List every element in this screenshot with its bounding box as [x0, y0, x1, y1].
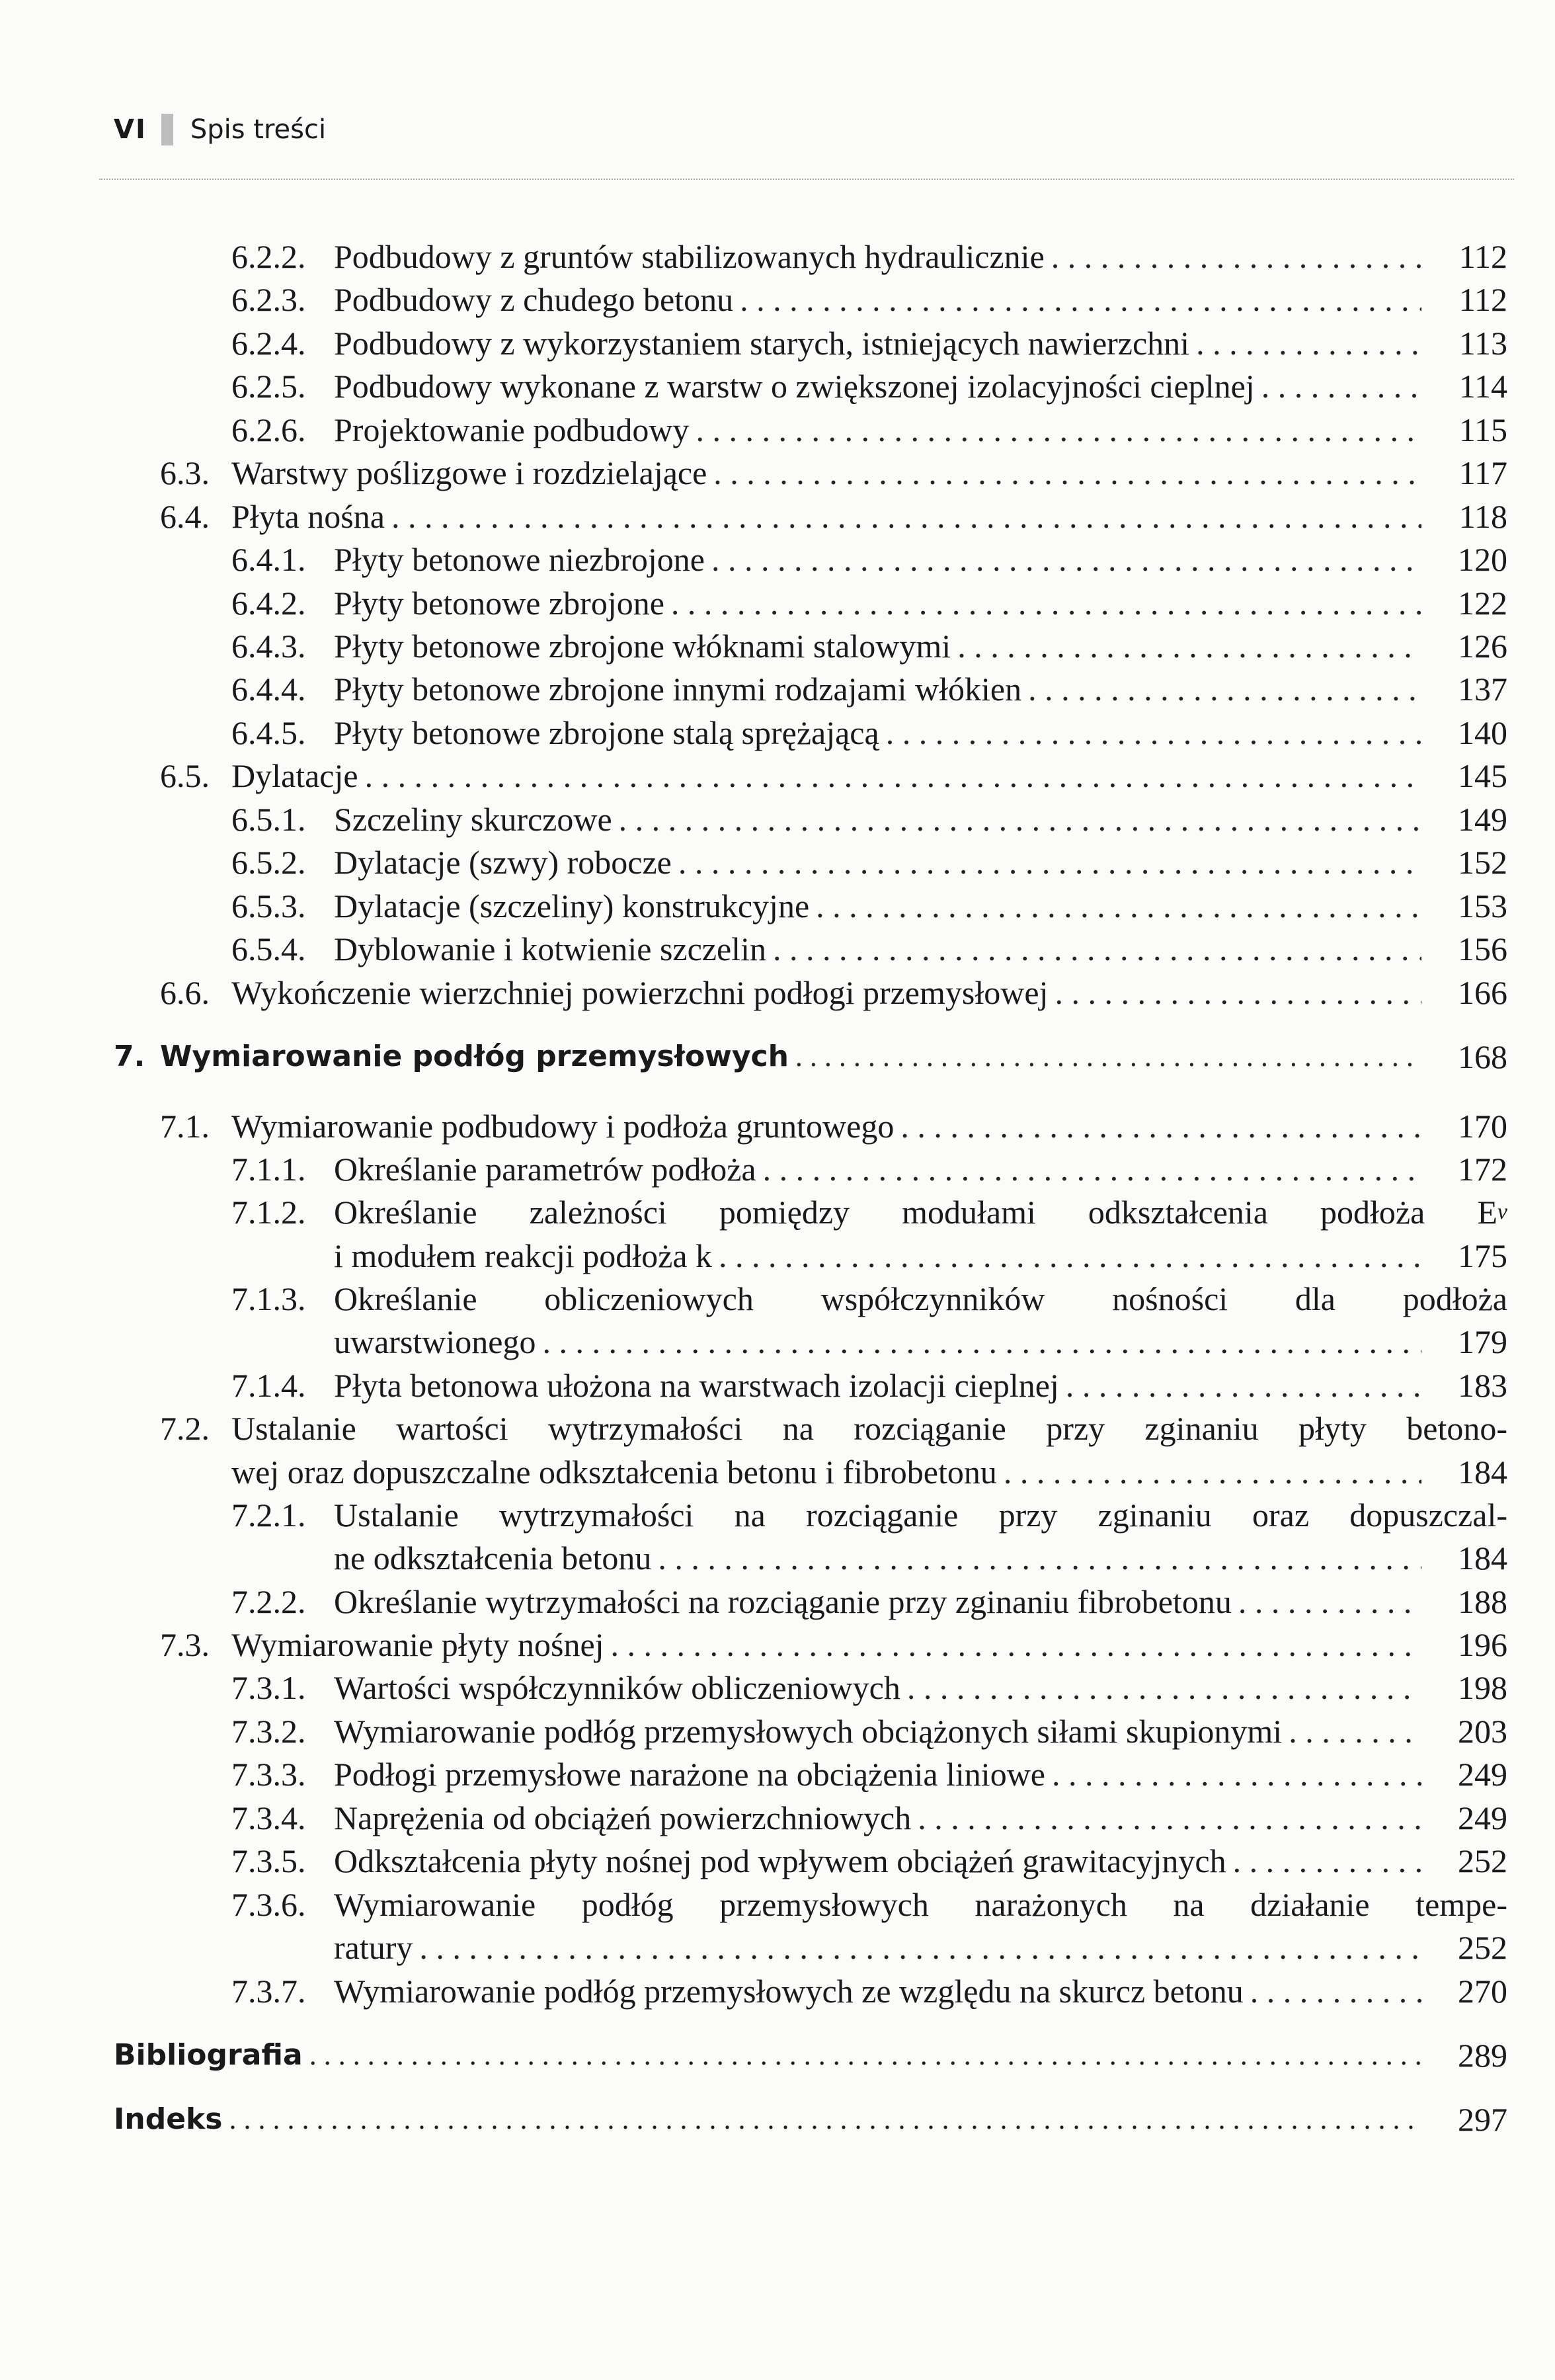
dot-leader	[712, 1234, 1421, 1278]
toc-entry[interactable]	[0, 667, 1555, 711]
toc-entry-title: Projektowanie podbudowy	[334, 411, 690, 448]
toc-entry-number: 7.3.7.	[231, 1973, 306, 2010]
toc-entry-page: 196	[1458, 1626, 1507, 1663]
toc-entry-title: Naprężenia od obciążeń powierzchniowych	[334, 1799, 912, 1836]
toc-entry-title-line	[334, 538, 1421, 581]
toc-entry-page: 184	[1458, 1454, 1507, 1491]
toc-entry-number: 6.2.3.	[231, 281, 306, 318]
toc-entry-number: 6.6.	[160, 974, 210, 1011]
toc-entry[interactable]	[0, 1796, 1555, 1840]
toc-entry-number: 6.2.4.	[231, 325, 306, 362]
toc-entry-title: Określanie zależności pomiędzy modułami odkształcenia podłoża E	[334, 1194, 1497, 1231]
toc-entry-number: 7.2.2.	[231, 1583, 306, 1620]
toc-entry[interactable]	[0, 841, 1555, 884]
toc-entry[interactable]	[0, 364, 1555, 408]
toc-entry-number: 6.5.3.	[231, 887, 306, 924]
dot-leader	[879, 711, 1421, 755]
toc-entry-title: Wymiarowanie podłóg przemysłowych obciążonych siłami skupionymi	[334, 1713, 1283, 1750]
toc-entry-title-line	[334, 408, 1421, 452]
toc-entry-page: 203	[1458, 1713, 1507, 1750]
toc-entry-title: Dyblowanie i kotwienie szczelin	[334, 930, 766, 967]
toc-entry-page: 297	[1458, 2101, 1507, 2138]
toc-entry-page: 188	[1458, 1583, 1507, 1620]
toc-entry-title: Dylatacje	[231, 757, 358, 794]
toc-entry-page: 117	[1458, 454, 1507, 491]
dot-leader	[1189, 321, 1421, 365]
header-rule	[99, 179, 1514, 180]
toc-entry-title-line	[334, 1536, 1421, 1580]
toc-entry-page: 145	[1458, 757, 1507, 794]
dot-leader	[1244, 1969, 1421, 2013]
running-header	[114, 114, 326, 145]
toc-entry[interactable]	[0, 1407, 1555, 1450]
toc-entry-title: Podbudowy wykonane z warstw o zwiększonej izolacyjności cieplnej	[334, 368, 1255, 405]
toc-entry-title-line	[114, 2033, 1421, 2077]
toc-entry-page: 166	[1458, 974, 1507, 1011]
toc-entry-number: 7.3.1.	[231, 1669, 306, 1706]
toc-entry-title-line	[334, 364, 1421, 408]
toc-entry-title-line	[334, 884, 1421, 928]
toc-entry-title-line	[334, 1493, 1507, 1537]
dot-leader	[672, 841, 1421, 884]
toc-entry-number: 7.3.6.	[231, 1886, 306, 1923]
toc-entry-title-line	[334, 841, 1421, 884]
toc-entry-title: Wymiarowanie płyty nośnej	[231, 1626, 604, 1663]
toc-entry-title: Szczeliny skurczowe	[334, 801, 612, 838]
toc-entry-number: 7.3.3.	[231, 1756, 306, 1793]
toc-entry-number: 6.2.6.	[231, 411, 306, 448]
toc-entry[interactable]	[0, 1839, 1555, 1883]
dot-leader	[612, 798, 1421, 841]
toc-entry-number: 7.1.	[160, 1108, 210, 1145]
toc-entry-number: 6.2.2.	[231, 238, 306, 275]
toc-entry-title: Ustalanie wartości wytrzymałości na rozciąganie przy zginaniu płyty betono-	[231, 1410, 1507, 1447]
toc-entry[interactable]	[0, 754, 1555, 798]
dot-leader	[1282, 1709, 1421, 1753]
toc-entry-title-line	[231, 971, 1421, 1014]
dot-leader	[900, 1666, 1421, 1709]
dot-leader	[413, 1926, 1421, 1969]
toc-entry-title-line	[334, 1839, 1421, 1883]
toc-entry-title-line	[334, 1147, 1421, 1191]
toc-entry[interactable]	[0, 1493, 1555, 1537]
dot-leader	[1059, 1364, 1421, 1407]
toc-entry-title-line	[334, 581, 1421, 625]
toc-entry-title: Podbudowy z chudego betonu	[334, 281, 734, 318]
toc-entry-page: 156	[1458, 930, 1507, 967]
toc-entry-title-continuation: ratury	[334, 1929, 413, 1966]
toc-entry-number: 7.3.2.	[231, 1713, 306, 1750]
toc-entry[interactable]	[0, 884, 1555, 928]
toc-entry-page: 152	[1458, 844, 1507, 881]
toc-entry-continuation[interactable]	[0, 1450, 1555, 1494]
toc-entry-title-line	[114, 2098, 1421, 2141]
toc-entry-title-continuation: ne odkształcenia betonu	[334, 1539, 652, 1577]
toc-entry-page: 175	[1458, 1237, 1507, 1274]
toc-entry-number: 6.5.	[160, 757, 210, 794]
toc-entry-title-continuation: i modułem reakcji podłoża k	[334, 1237, 713, 1274]
toc-entry-number: 6.3.	[160, 454, 210, 491]
toc-entry-title-line	[231, 495, 1421, 538]
toc-entry-title-line	[231, 754, 1421, 798]
toc-entry-title: Wartości współczynników obliczeniowych	[334, 1669, 900, 1706]
toc-entry-title-line	[334, 235, 1421, 278]
dot-leader	[358, 754, 1421, 798]
toc-entry-title-line	[334, 1190, 1507, 1234]
toc-entry-number: 7.1.1.	[231, 1151, 306, 1188]
toc-entry-title: Podłogi przemysłowe narażone na obciążenia liniowe	[334, 1756, 1046, 1793]
toc-entry-title: Podbudowy z wykorzystaniem starych, istniejących nawierzchni	[334, 325, 1190, 362]
toc-entry-title-continuation: wej oraz dopuszczalne odkształcenia betonu i fibrobetonu	[231, 1454, 997, 1491]
dot-leader	[997, 1450, 1421, 1494]
toc-entry-title-line	[334, 278, 1421, 321]
toc-entry-title-line	[231, 1407, 1507, 1450]
toc-entry-number: 6.4.1.	[231, 541, 306, 578]
toc-entry-title: Ustalanie wytrzymałości na rozciąganie przy zginaniu oraz dopuszczal-	[334, 1497, 1507, 1534]
toc-entry-title-line	[160, 1035, 1421, 1079]
toc-entry-title-line	[231, 1104, 1421, 1148]
toc-entry[interactable]	[0, 1752, 1555, 1796]
dot-leader	[1045, 1752, 1421, 1796]
toc-entry-title-line	[334, 1234, 1421, 1278]
toc-entry-title: Płyty betonowe zbrojone innymi rodzajami włókien	[334, 671, 1022, 708]
toc-entry[interactable]	[0, 1035, 1555, 1079]
header-title: Spis treści	[190, 114, 327, 145]
toc-entry-page: 198	[1458, 1669, 1507, 1706]
toc-entry-title-line	[334, 1580, 1421, 1623]
toc-entry-page: 270	[1458, 1973, 1507, 2010]
dot-leader	[789, 1035, 1421, 1079]
toc-entry-continuation[interactable]	[0, 1234, 1555, 1278]
toc-entry-title: Dylatacje (szwy) robocze	[334, 844, 672, 881]
toc-entry-page: 120	[1458, 541, 1507, 578]
toc-entry[interactable]	[0, 1623, 1555, 1666]
toc-entry[interactable]	[0, 927, 1555, 971]
toc-entry-number: 7.	[114, 1040, 145, 1073]
toc-entry-number: 7.3.4.	[231, 1799, 306, 1836]
toc-entry[interactable]	[0, 538, 1555, 581]
toc-entry[interactable]	[0, 1709, 1555, 1753]
toc-entry-number: 6.2.5.	[231, 368, 306, 405]
toc-entry-page: 184	[1458, 1539, 1507, 1577]
dot-leader	[756, 1147, 1421, 1191]
toc-entry-title-line	[334, 798, 1421, 841]
toc-entry-title-line	[334, 667, 1421, 711]
toc-entry-page: 115	[1458, 411, 1507, 448]
toc-entry-title-line	[334, 1709, 1421, 1753]
toc-entry-title-line	[334, 1666, 1421, 1709]
dot-leader	[809, 884, 1421, 928]
toc-entry[interactable]	[0, 624, 1555, 668]
toc-entry-title-line	[334, 927, 1421, 971]
toc-entry[interactable]	[0, 1104, 1555, 1148]
toc-entry-title-line	[334, 1752, 1421, 1796]
toc-entry-title-line	[231, 1450, 1421, 1494]
toc-entry[interactable]	[0, 408, 1555, 452]
toc-entry-page: 249	[1458, 1799, 1507, 1836]
toc-entry-page: 126	[1458, 628, 1507, 665]
toc-entry-continuation[interactable]	[0, 1536, 1555, 1580]
toc-entry[interactable]	[0, 1190, 1555, 1234]
toc-entry-title: Określanie obliczeniowych współczynników nośności dla podłoża	[334, 1280, 1507, 1317]
toc-entry-page: 112	[1458, 238, 1507, 275]
toc-entry-page: 122	[1458, 585, 1507, 622]
toc-entry-title: Płyty betonowe zbrojone stalą sprężającą	[334, 714, 879, 751]
toc-entry-page: 252	[1458, 1929, 1507, 1966]
dot-leader	[707, 451, 1421, 495]
header-separator	[161, 114, 173, 145]
toc-entry-page: 252	[1458, 1842, 1507, 1879]
toc-entry-number: 7.1.3.	[231, 1280, 306, 1317]
toc-entry[interactable]	[0, 321, 1555, 365]
toc-entry-title-line	[334, 1277, 1507, 1321]
toc-entry-title: Określanie parametrów podłoża	[334, 1151, 756, 1188]
dot-leader	[689, 408, 1421, 452]
toc-entry[interactable]	[0, 451, 1555, 495]
toc-entry-title: Warstwy poślizgowe i rozdzielające	[231, 454, 707, 491]
toc-entry-title: Wykończenie wierzchniej powierzchni podłogi przemysłowej	[231, 974, 1049, 1011]
toc-entry[interactable]	[0, 495, 1555, 538]
dot-leader	[303, 2033, 1421, 2077]
toc-entry-number: 7.2.1.	[231, 1497, 306, 1534]
toc-entry-title-line	[334, 711, 1421, 755]
toc-entry-number: 7.1.4.	[231, 1367, 306, 1404]
toc-entry-title: Dylatacje (szczeliny) konstrukcyjne	[334, 887, 810, 924]
toc-entry-page: 153	[1458, 887, 1507, 924]
toc-entry[interactable]	[0, 278, 1555, 321]
toc-entry-page: 112	[1458, 281, 1507, 318]
toc-entry-title: Wymiarowanie podłóg przemysłowych narażonych na działanie tempe-	[334, 1886, 1507, 1923]
dot-leader	[1048, 971, 1421, 1014]
dot-leader	[1226, 1839, 1421, 1883]
toc-entry[interactable]	[0, 798, 1555, 841]
dot-leader	[222, 2098, 1421, 2141]
toc-entry-number: 6.4.3.	[231, 628, 306, 665]
toc-entry-title: Płyty betonowe zbrojone	[334, 585, 664, 622]
dot-leader	[705, 538, 1421, 581]
toc-entry-title-continuation: uwarstwionego	[334, 1323, 536, 1360]
toc-entry[interactable]	[0, 1580, 1555, 1623]
dot-leader	[536, 1320, 1422, 1364]
toc-entry-title: Podbudowy z gruntów stabilizowanych hydraulicznie	[334, 238, 1045, 275]
toc-entry-title-line	[334, 624, 1421, 668]
toc-entry-title-line	[334, 1883, 1507, 1926]
dot-leader	[951, 624, 1421, 668]
toc-entry-title-subscript: v	[1497, 1200, 1507, 1224]
toc-entry-number: 6.4.5.	[231, 714, 306, 751]
toc-entry-title-line	[334, 321, 1421, 365]
toc-entry-number: 7.1.2.	[231, 1194, 306, 1231]
toc-entry-number: 6.4.4.	[231, 671, 306, 708]
toc-entry[interactable]	[0, 1666, 1555, 1709]
toc-entry-page: 170	[1458, 1108, 1507, 1145]
toc-entry[interactable]	[0, 2033, 1555, 2077]
toc-entry[interactable]	[0, 1364, 1555, 1407]
dot-leader	[766, 927, 1421, 971]
dot-leader	[1232, 1580, 1421, 1623]
dot-leader	[733, 278, 1421, 321]
toc-entry[interactable]	[0, 1147, 1555, 1191]
toc-entry-page: 118	[1458, 498, 1507, 535]
toc-entry-number: 6.5.1.	[231, 801, 306, 838]
toc-entry-title-line	[334, 1969, 1421, 2013]
toc-entry-page: 113	[1458, 325, 1507, 362]
page-number: VI	[114, 114, 147, 145]
toc-entry[interactable]	[0, 1277, 1555, 1321]
toc-entry-title-line	[334, 1796, 1421, 1840]
toc-entry-page: 168	[1458, 1038, 1507, 1075]
toc-entry-title: Wymiarowanie podłóg przemysłowych	[160, 1040, 789, 1073]
toc-entry-number: 6.5.4.	[231, 930, 306, 967]
toc-entry[interactable]	[0, 1883, 1555, 1926]
toc-entry[interactable]	[0, 711, 1555, 755]
toc-entry-title: Indeks	[114, 2102, 223, 2136]
dot-leader	[1021, 667, 1421, 711]
toc-entry-page: 114	[1458, 368, 1507, 405]
toc-entry-page: 172	[1458, 1151, 1507, 1188]
dot-leader	[651, 1536, 1421, 1580]
toc-entry-continuation[interactable]	[0, 1926, 1555, 1969]
toc-entry-page: 183	[1458, 1367, 1507, 1404]
dot-leader	[604, 1623, 1421, 1666]
toc-entry-number: 6.5.2.	[231, 844, 306, 881]
toc-entry-title: Płyta betonowa ułożona na warstwach izolacji cieplnej	[334, 1367, 1059, 1404]
toc-entry-title-line	[334, 1364, 1421, 1407]
toc-entry-page: 179	[1458, 1323, 1507, 1360]
toc-entry[interactable]	[0, 235, 1555, 278]
toc-entry-title-line	[334, 1320, 1421, 1364]
toc-entry-number: 7.3.5.	[231, 1842, 306, 1879]
toc-entry-number: 7.3.	[160, 1626, 210, 1663]
dot-leader	[664, 581, 1421, 625]
toc-entry-title: Płyty betonowe zbrojone włóknami stalowymi	[334, 628, 951, 665]
dot-leader	[385, 495, 1421, 538]
toc-entry[interactable]	[0, 971, 1555, 1014]
toc-entry-title: Wymiarowanie podbudowy i podłoża gruntowego	[231, 1108, 895, 1145]
toc-entry-title: Bibliografia	[114, 2038, 303, 2072]
toc-entry-title-line	[334, 1926, 1421, 1969]
dot-leader	[1045, 235, 1421, 278]
toc-entry-title: Określanie wytrzymałości na rozciąganie przy zginaniu fibrobetonu	[334, 1583, 1232, 1620]
toc-entry-title: Płyta nośna	[231, 498, 385, 535]
dot-leader	[894, 1104, 1421, 1148]
toc-entry-number: 6.4.	[160, 498, 210, 535]
toc-entry-title-line	[231, 1623, 1421, 1666]
toc-entry-page: 249	[1458, 1756, 1507, 1793]
toc-entry-page: 137	[1458, 671, 1507, 708]
toc-entry-continuation[interactable]	[0, 1320, 1555, 1364]
dot-leader	[1255, 364, 1421, 408]
toc-entry-page: 149	[1458, 801, 1507, 838]
toc-entry-title: Płyty betonowe niezbrojone	[334, 541, 705, 578]
toc-entry[interactable]	[0, 2098, 1555, 2141]
toc-entry-number: 6.4.2.	[231, 585, 306, 622]
toc-entry-number: 7.2.	[160, 1410, 210, 1447]
toc-entry[interactable]	[0, 1969, 1555, 2013]
toc-entry-title-line	[231, 451, 1421, 495]
dot-leader	[911, 1796, 1421, 1840]
toc-entry-page: 140	[1458, 714, 1507, 751]
toc-entry-title: Odkształcenia płyty nośnej pod wpływem obciążeń grawitacyjnych	[334, 1842, 1226, 1879]
toc-entry-page: 289	[1458, 2037, 1507, 2074]
toc-entry-title: Wymiarowanie podłóg przemysłowych ze względu na skurcz betonu	[334, 1973, 1244, 2010]
toc-entry[interactable]	[0, 581, 1555, 625]
